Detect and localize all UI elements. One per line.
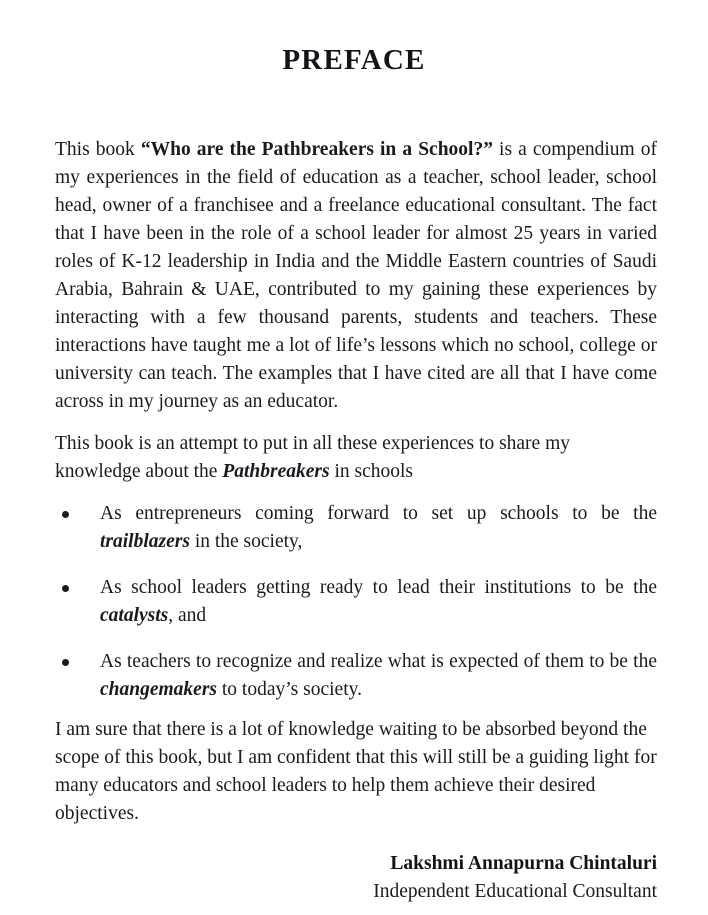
list-item-text <box>100 574 657 630</box>
pathbreakers-emphasis: Pathbreakers <box>222 461 330 482</box>
author-name: Lakshmi Annapurna Chintaluri <box>390 853 657 874</box>
list-item-text-after: to today’s society. <box>217 679 362 700</box>
list-item-text-before: As entrepreneurs coming forward to set up schools to be the <box>100 503 657 524</box>
paragraph-intro-part1: This book <box>55 139 141 160</box>
paragraph-closing: I am sure that there is a lot of knowledge waiting to be absorbed beyond the scope of this book, but I am confident that this will still be a guiding light for many educators and school leaders to help them achieve their desired objectives. <box>55 719 657 824</box>
book-title-text: “Who are the Pathbreakers in a School?” <box>140 139 493 160</box>
list-item-emphasis: changemakers <box>100 679 217 700</box>
list-item-text-before: As school leaders getting ready to lead their institutions to be the <box>100 577 657 598</box>
bullet-dot-icon <box>62 585 69 592</box>
paragraph-purpose-part2: in schools <box>329 461 414 482</box>
paragraph-intro <box>55 136 657 416</box>
page-content <box>55 136 657 906</box>
list-item <box>55 500 657 556</box>
list-item-emphasis: trailblazers <box>100 531 190 552</box>
signature-block <box>55 850 657 906</box>
list-item <box>55 574 657 630</box>
list-item-text <box>100 500 657 556</box>
author-role: Independent Educational Consultant <box>373 881 657 902</box>
list-item-text <box>100 648 657 704</box>
bullet-dot-icon <box>62 659 69 666</box>
list-item <box>55 648 657 704</box>
list-item-emphasis: catalysts <box>100 605 169 626</box>
list-item-text-after: in the society, <box>189 531 303 552</box>
page-title: PREFACE <box>282 44 426 76</box>
paragraph-purpose <box>55 430 657 486</box>
list-item-text-before: As teachers to recognize and realize what is expected of them to be the <box>100 651 657 672</box>
bullet-dot-icon <box>62 511 69 518</box>
list-item-text-after: , and <box>168 605 207 626</box>
paragraph-purpose-part1: This book is an attempt to put in all these experiences to share my knowledge about the <box>55 433 570 482</box>
paragraph-intro-part2: is a compendium of my experiences in the field of education as a teacher, school leader, school head, owner of a franchisee and a freelance educational consultant. The fact that I have been in the role of a school leader for almost 25 years in varied roles of K-12 leadership in India and the Middle Eastern countries of Saudi Arabia, Bahrain & UAE, contributed to my gaining these experiences by interacting with a few thousand parents, students and teachers. These interactions have taught me a lot of life’s lessons which no school, college or university can teach. The examples that I have cited are all that I have come across in my journey as an educator. <box>55 139 658 412</box>
pathbreakers-list <box>55 500 657 704</box>
